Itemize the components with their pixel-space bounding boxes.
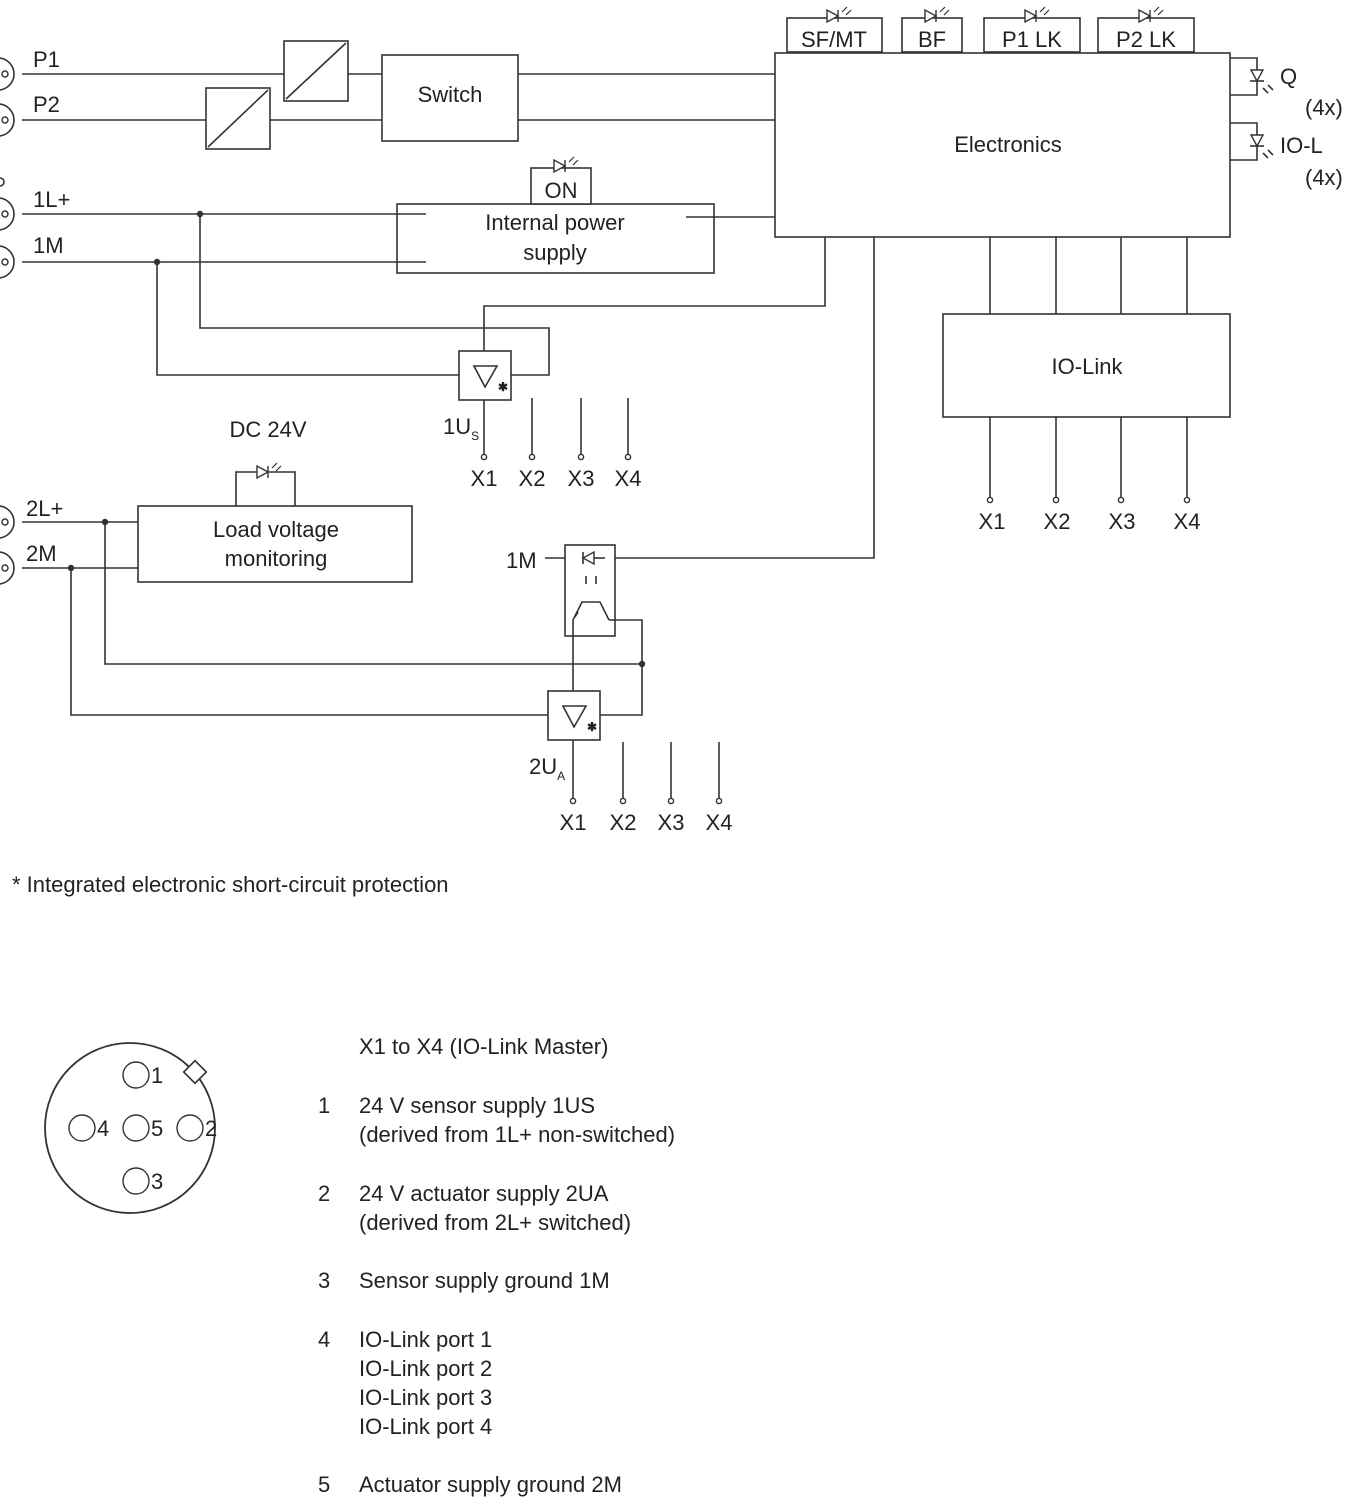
terminal-2m-label: 2M bbox=[26, 541, 57, 566]
terminal-1m-label: 1M bbox=[33, 233, 64, 258]
svg-text:3: 3 bbox=[151, 1169, 164, 1194]
actuator-port-x1: X1 bbox=[559, 810, 587, 835]
port-p2-label: P2 bbox=[33, 92, 60, 117]
svg-text:2: 2 bbox=[205, 1116, 218, 1141]
io-link-label: IO-Link bbox=[1051, 354, 1123, 379]
switch-label: Switch bbox=[417, 82, 483, 107]
led-q-label: Q bbox=[1280, 64, 1298, 89]
legend-item-5-line-1: Actuator supply ground 2M bbox=[359, 1472, 622, 1497]
io-link-port-x4: X4 bbox=[1173, 509, 1201, 534]
legend-item-4-line-4: IO-Link port 4 bbox=[359, 1414, 493, 1439]
legend-num-1: 1 bbox=[318, 1093, 331, 1118]
io-link-port-x2: X2 bbox=[1043, 509, 1071, 534]
svg-text:1: 1 bbox=[151, 1063, 164, 1088]
svg-text:5: 5 bbox=[151, 1116, 164, 1141]
legend-item-4-line-1: IO-Link port 1 bbox=[359, 1327, 493, 1352]
legend-item-2-line-2: (derived from 2L+ switched) bbox=[359, 1210, 632, 1235]
led-sf-mt-label: SF/MT bbox=[801, 27, 867, 52]
legend-title: X1 to X4 (IO-Link Master) bbox=[359, 1034, 609, 1059]
actuator-port-x2: X2 bbox=[609, 810, 637, 835]
sensor-port-x1: X1 bbox=[470, 466, 498, 491]
dc-24v-label: DC 24V bbox=[229, 417, 307, 442]
sensor-port-x3: X3 bbox=[567, 466, 595, 491]
legend-item-3-line-1: Sensor supply ground 1M bbox=[359, 1268, 610, 1293]
actuator-port-x4: X4 bbox=[705, 810, 733, 835]
legend-item-1-line-1: 24 V sensor supply 1US bbox=[359, 1093, 596, 1118]
electronics-label: Electronics bbox=[954, 132, 1062, 157]
legend-item-1-line-2: (derived from 1L+ non-switched) bbox=[359, 1122, 676, 1147]
legend-item-4-line-3: IO-Link port 3 bbox=[359, 1385, 493, 1410]
port-p1-label: P1 bbox=[33, 47, 60, 72]
actuator-port-x3: X3 bbox=[657, 810, 685, 835]
opto-1m-label: 1M bbox=[506, 548, 537, 573]
load-monitor-label-2: monitoring bbox=[224, 546, 328, 571]
legend-item-2-line-1: 24 V actuator supply 2UA bbox=[359, 1181, 609, 1206]
legend-num-2: 2 bbox=[318, 1181, 331, 1206]
legend-num-3: 3 bbox=[318, 1268, 331, 1293]
led-p2-lk-label: P2 LK bbox=[1116, 27, 1176, 52]
short-circuit-star: ✱ bbox=[498, 380, 509, 394]
led-on-label: ON bbox=[544, 178, 578, 203]
actuator-supply-label: $2U_A$ bbox=[529, 754, 566, 783]
footnote: * Integrated electronic short-circuit protection bbox=[12, 872, 449, 897]
svg-text:4: 4 bbox=[97, 1116, 110, 1141]
internal-power-label-1: Internal power bbox=[485, 210, 625, 235]
led-io-l-label: IO-L bbox=[1280, 133, 1323, 158]
led-bf-label: BF bbox=[917, 27, 947, 52]
load-monitor-label-1: Load voltage bbox=[213, 517, 339, 542]
sensor-supply-label: $1U_S$ bbox=[443, 414, 480, 443]
led-p1-lk-label: P1 LK bbox=[1002, 27, 1062, 52]
terminal-1l-plus-label: 1L+ bbox=[33, 187, 71, 212]
led-q-count: (4x) bbox=[1305, 95, 1343, 120]
sensor-port-x2: X2 bbox=[518, 466, 546, 491]
legend-item-4-line-2: IO-Link port 2 bbox=[359, 1356, 493, 1381]
io-link-port-x1: X1 bbox=[978, 509, 1006, 534]
sensor-port-x4: X4 bbox=[614, 466, 642, 491]
internal-power-label-2: supply bbox=[523, 240, 587, 265]
short-circuit-star-2: ✱ bbox=[587, 720, 598, 734]
terminal-2l-plus-label: 2L+ bbox=[26, 496, 64, 521]
legend-num-4: 4 bbox=[318, 1327, 331, 1352]
led-io-l-count: (4x) bbox=[1305, 165, 1343, 190]
legend-num-5: 5 bbox=[318, 1472, 331, 1497]
io-link-port-x3: X3 bbox=[1108, 509, 1136, 534]
